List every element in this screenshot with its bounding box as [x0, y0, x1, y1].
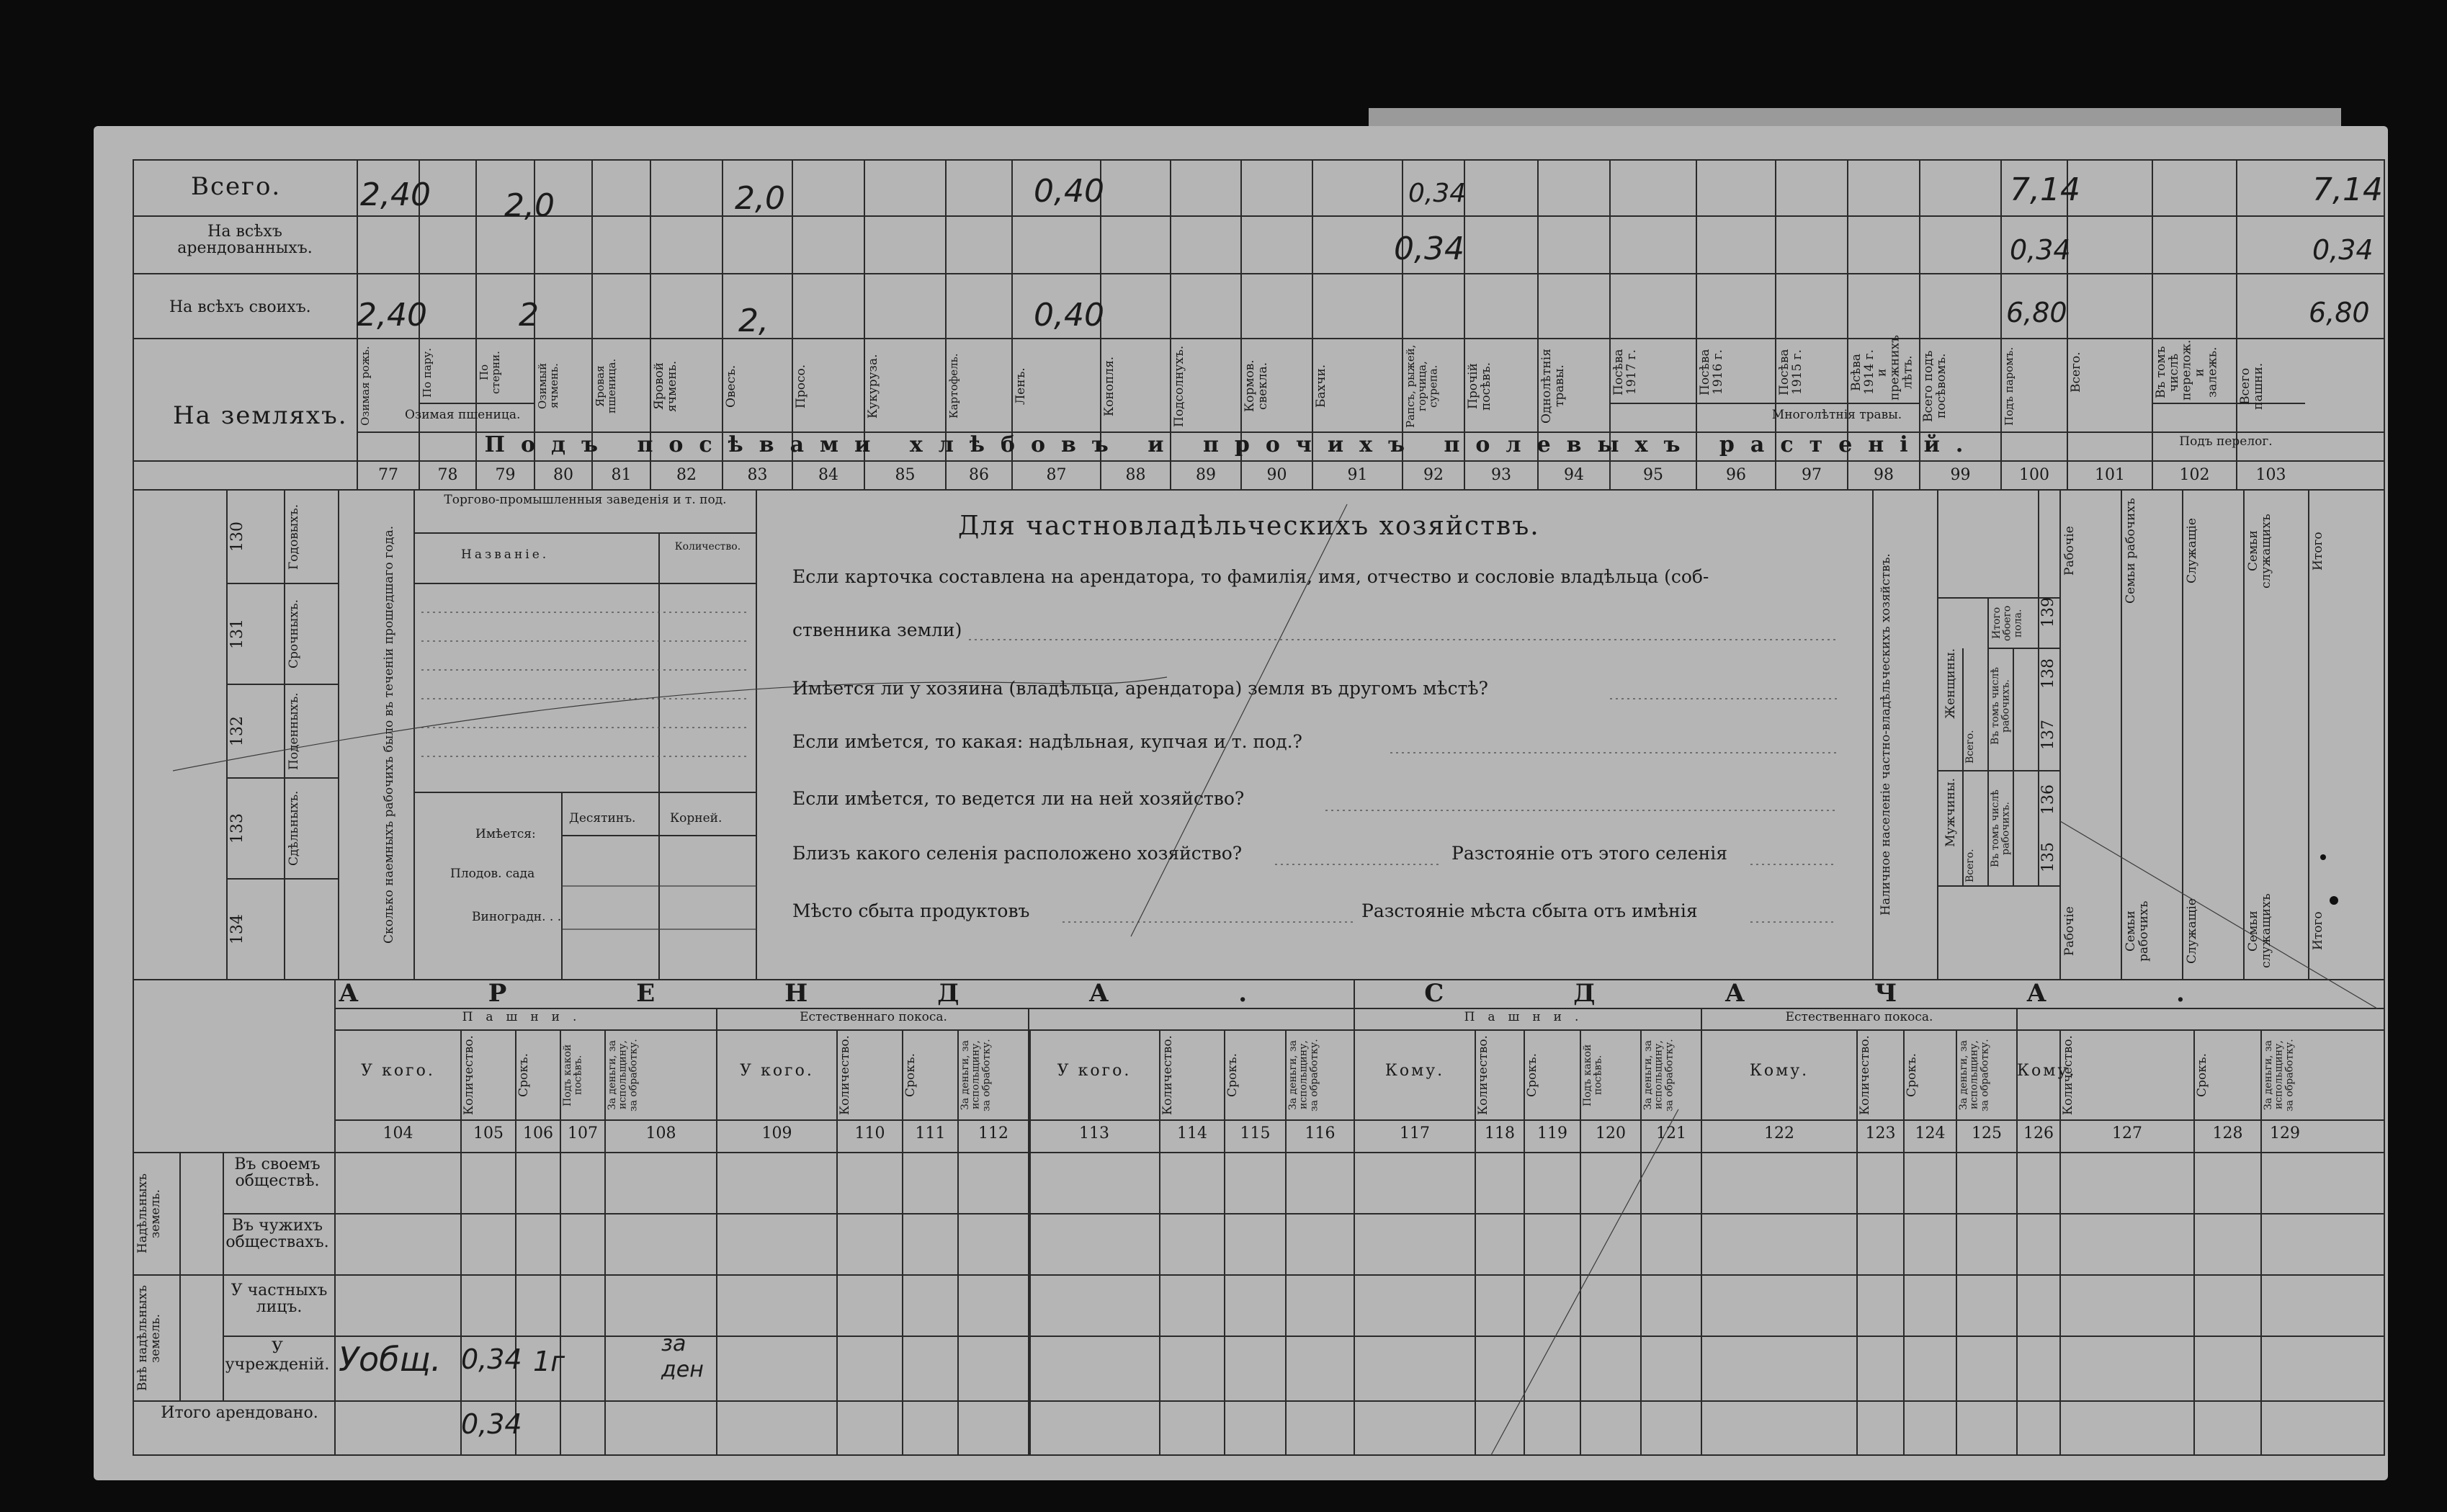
bottom-header-106: Срокъ. [516, 1053, 531, 1097]
crop-header-16: Рапсъ, рыжей, горчица, сурепа. [1404, 344, 1440, 428]
staff-col-bottom-2: Семьи рабочихъ [2124, 900, 2151, 962]
col-number-97: 97 [1802, 466, 1822, 484]
question-2: Имѣется ли у хозяина (владѣльца, арендатора) земля въ другомъ мѣстѣ? [792, 678, 1488, 699]
bottom-col-number-121: 121 [1656, 1124, 1686, 1142]
bottom-header-112: За деньги, за испольщину, за обработку. [959, 1039, 993, 1111]
hw-total-rented: 0,34 [461, 1408, 522, 1440]
bottom-col-number-118: 118 [1485, 1124, 1515, 1142]
bottom-header-104: У кого. [361, 1062, 435, 1080]
question-5b: Разстоянiе отъ этого селенiя [1451, 843, 1728, 864]
col-number-99: 99 [1950, 466, 1971, 484]
hw-own-par: 2 [519, 297, 539, 334]
staff-col-top-1: Рабочiе [2062, 526, 2077, 576]
bottom-col-number-113: 113 [1079, 1124, 1109, 1142]
crop-header-15: Бахчи. [1314, 364, 1328, 408]
sown-band-title: Подъ посѣвами хлѣбовъ и прочихъ полевыхъ растенiй. [484, 432, 1979, 457]
bottom-col-number-120: 120 [1596, 1124, 1626, 1142]
vineyard-label: Виноградн. . . [472, 910, 562, 924]
crop-header-1: Озимая рожь. [359, 346, 372, 426]
hw-own-arable: 6,80 [2309, 297, 2370, 328]
crop-header-24: Подъ паромъ. [2003, 346, 2016, 426]
sdacha-pashni-head: Пашни. [1464, 1010, 1592, 1024]
col-number-94: 94 [1564, 466, 1584, 484]
col-number-95: 95 [1643, 466, 1663, 484]
nadel-lands-label: Надѣльныхъ земель. [135, 1173, 163, 1254]
women-header: Женщины. [1943, 648, 1958, 719]
hw-own-potato: 0,40 [1034, 297, 1104, 334]
private-farms-title: Для частновладѣльческихъ хозяйствъ. [958, 511, 1540, 541]
col-number-86: 86 [969, 466, 989, 484]
workers-col-number-133: 133 [228, 813, 246, 844]
row-label-total: Всего. [191, 172, 282, 201]
col-number-88: 88 [1125, 466, 1146, 484]
bottom-header-123: Количество. [1858, 1035, 1872, 1115]
crop-header-9: Кукуруза. [866, 354, 880, 419]
bottom-header-122: Кому. [1749, 1062, 1809, 1080]
hired-workers-question: Сколько наемныхъ рабочихъ было въ теченiи прошедшаго года. [382, 525, 396, 944]
pop-col-136: 136 [2039, 784, 2057, 815]
bottom-header-117: Кому. [1384, 1062, 1445, 1080]
col-number-101: 101 [2095, 466, 2125, 484]
bottom-col-number-129: 129 [2270, 1124, 2300, 1142]
question-6b: Разстоянiе мѣста сбыта отъ имѣнiя [1361, 900, 1698, 921]
crop-header-17: Прочiй посѣвъ. [1466, 362, 1493, 411]
bottom-header-121: За деньги, за испольщину, за обработку. [1642, 1039, 1676, 1111]
men-total-header: Всего. [1964, 849, 1976, 882]
crop-header-2: По пару. [421, 347, 434, 398]
row-institutions: У учрежденiй. [225, 1339, 330, 1374]
staff-col-top-2: Семьи рабочихъ [2124, 498, 2138, 604]
bottom-header-129: За деньги, за испольщину, за обработку. [2263, 1039, 2296, 1111]
col-number-82: 82 [676, 466, 697, 484]
hw-own-rye: 2,40 [357, 297, 427, 334]
hw-own-barley: 2, [738, 303, 769, 339]
staff-col-top-4: Семьи служащихъ [2246, 514, 2273, 589]
bottom-header-114: Количество. [1160, 1035, 1175, 1115]
desyatin-header: Десятинъ. [569, 811, 636, 826]
staff-col-bottom-4: Семьи служащихъ [2246, 893, 2273, 969]
arenda-title: АРЕНДА. [339, 979, 1377, 1008]
col-number-87: 87 [1046, 466, 1067, 484]
hw-own-sown: 6,80 [2006, 297, 2067, 328]
row-label-own: На всѣхъ своихъ. [169, 298, 311, 316]
workers-col-4: Сдѣльныхъ. [287, 790, 301, 867]
workers-col-number-134: 134 [228, 914, 246, 944]
bottom-header-107: Подъ какой посѣвъ. [562, 1044, 584, 1106]
hw-total-rye: 2,40 [360, 176, 431, 213]
col-number-79: 79 [495, 466, 516, 484]
crop-header-11: Ленъ. [1014, 367, 1028, 405]
crop-header-10: Картофель. [947, 353, 960, 419]
group-fallow: Подъ перелог. [2179, 434, 2273, 449]
workers-col-number-130: 130 [228, 522, 246, 552]
bottom-col-number-116: 116 [1305, 1124, 1336, 1142]
row-label-lands: На земляхъ. [173, 401, 348, 430]
bottom-col-number-106: 106 [523, 1124, 553, 1142]
bottom-col-number-126: 126 [2023, 1124, 2054, 1142]
hw-rented-bakhchi: 0,34 [1394, 231, 1464, 267]
sdacha-title: СДАЧА. [1424, 979, 2314, 1008]
bottom-col-number-115: 115 [1240, 1124, 1271, 1142]
bottom-header-109: У кого. [740, 1062, 814, 1080]
kornei-header: Корней. [670, 811, 723, 826]
staff-col-top-3: Служащiе [2185, 518, 2199, 584]
bottom-col-number-117: 117 [1400, 1124, 1430, 1142]
crop-header-13: Подсолнухъ. [1172, 345, 1186, 427]
bottom-header-108: За деньги, за испольщину, за обработку. [607, 1039, 640, 1111]
pop-col-138: 138 [2039, 658, 2057, 689]
crop-header-25: Всего. [2069, 352, 2083, 393]
crop-header-20: Посѣва 1916 г. [1698, 349, 1725, 396]
bottom-col-number-111: 111 [915, 1124, 946, 1142]
col-number-78: 78 [437, 466, 458, 484]
staff-col-bottom-3: Служащiе [2185, 898, 2199, 964]
row-other-communities: Въ чужихъ обществахъ. [225, 1217, 329, 1252]
sdacha-pokos-head: Естественнаго покоса. [1785, 1010, 1933, 1024]
staff-col-bottom-5: Итого [2311, 911, 2325, 951]
pop-col-139: 139 [2039, 597, 2057, 627]
col-number-83: 83 [747, 466, 768, 484]
bottom-col-number-110: 110 [854, 1124, 885, 1142]
bottom-col-number-112: 112 [978, 1124, 1008, 1142]
hw-total-sown: 7,14 [2010, 171, 2080, 208]
hw-total-bakhchi: 0,34 [1408, 179, 1467, 208]
col-number-96: 96 [1726, 466, 1746, 484]
group-perennial-grasses: Многолѣтнiя травы. [1771, 408, 1902, 422]
bottom-header-105: Количество. [462, 1035, 476, 1115]
orchard-label: Плодов. сада [450, 867, 535, 881]
crop-header-4: Озимый ячмень. [536, 362, 560, 410]
bottom-header-115: Срокъ. [1225, 1053, 1240, 1097]
hw-total-arable: 7,14 [2312, 171, 2383, 208]
pencil-stroke [1491, 1109, 1678, 1455]
crop-header-22: Всѣва 1914 г. и прежнихъ лѣтъ. [1849, 335, 1915, 401]
bottom-col-number-127: 127 [2112, 1124, 2142, 1142]
bottom-header-127: Количество. [2061, 1035, 2075, 1115]
bottom-header-125: За деньги, за испольщину, за обработку. [1958, 1039, 1991, 1111]
bottom-col-number-105: 105 [473, 1124, 504, 1142]
col-number-80: 80 [553, 466, 573, 484]
question-3: Если имѣется, то какая: надѣльная, купчая и т. под.? [792, 731, 1302, 752]
hw-total-barley: 2,0 [735, 180, 785, 217]
workers-col-2: Срочныхъ. [287, 599, 301, 669]
bottom-col-number-119: 119 [1537, 1124, 1567, 1142]
hw-rented-sown: 0,34 [2010, 234, 2071, 266]
hw-quantity: 0,34 [461, 1343, 522, 1375]
crop-header-14: Кормов. свекла. [1243, 359, 1270, 413]
bottom-header-110: Количество. [838, 1035, 852, 1115]
question-1a: Если карточка составлена на арендатора, то фамилiя, имя, отчество и сословiе владѣльца (соб- [792, 566, 1709, 587]
col-number-98: 98 [1874, 466, 1894, 484]
bottom-col-number-107: 107 [568, 1124, 598, 1142]
question-6a: Мѣсто сбыта продуктовъ [792, 900, 1030, 921]
row-private-persons: У частныхъ лицъ. [231, 1281, 328, 1317]
workers-col-1: Годовыхъ. [287, 504, 301, 570]
question-4: Если имѣется, то ведется ли на ней хозяйство? [792, 788, 1245, 809]
col-number-89: 89 [1196, 466, 1216, 484]
bottom-header-116: За деньги, за испольщину, за обработку. [1287, 1039, 1320, 1111]
women-total-header: Всего. [1964, 730, 1976, 764]
pop-col-137: 137 [2039, 720, 2057, 750]
crop-header-23: Всего подъ посѣвомъ. [1921, 350, 1949, 422]
col-number-100: 100 [2019, 466, 2049, 484]
workers-col-number-132: 132 [228, 716, 246, 746]
col-number-85: 85 [895, 466, 916, 484]
bottom-col-number-128: 128 [2212, 1124, 2243, 1142]
workers-col-number-131: 131 [228, 619, 246, 649]
question-5a: Близъ какого селенiя расположено хозяйство? [792, 843, 1243, 864]
group-winter-wheat: Озимая пшеница. [405, 408, 521, 422]
col-number-77: 77 [378, 466, 398, 484]
bottom-col-number-123: 123 [1865, 1124, 1896, 1142]
col-number-90: 90 [1266, 466, 1287, 484]
hw-term: 1г [533, 1346, 565, 1377]
row-total-rented: Итого арендовано. [161, 1404, 318, 1422]
men-header: Мужчины. [1943, 778, 1958, 847]
row-own-community: Въ своемъ обществѣ. [234, 1155, 321, 1191]
present-population-header: Наличное населенiе частно-владѣльческихъ хозяйствъ. [1879, 553, 1893, 916]
bottom-header-111: Срокъ. [903, 1053, 918, 1097]
crop-header-8: Просо. [794, 364, 808, 408]
bottom-col-number-125: 125 [1972, 1124, 2002, 1142]
col-number-103: 103 [2255, 466, 2286, 484]
col-number-84: 84 [818, 466, 838, 484]
bottom-col-number-124: 124 [1915, 1124, 1946, 1142]
workers-col-3: Поденныхъ. [287, 692, 301, 770]
crop-header-18: Однолѣтнiя травы. [1539, 349, 1567, 424]
bottom-header-126: Кому. [2017, 1062, 2077, 1080]
row-label-rented: На всѣхъ арендованныхъ. [177, 223, 313, 258]
hw-total-potato: 0,40 [1034, 173, 1104, 210]
bottom-header-128: Срокъ. [2195, 1053, 2209, 1097]
staff-col-top-5: Итого [2311, 532, 2325, 571]
bottom-header-119: Срокъ. [1525, 1053, 1539, 1097]
women-workers-header: Въ томъ числѣ рабочихъ. [1990, 667, 2012, 745]
trade-name-header: Названiе. [461, 547, 550, 562]
hw-rented-arable: 0,34 [2312, 234, 2374, 266]
pop-col-135: 135 [2039, 842, 2057, 872]
crop-header-5: Яровая пшеница. [594, 358, 618, 414]
bottom-col-number-114: 114 [1177, 1124, 1207, 1142]
trade-qty-header: Количество. [674, 541, 741, 553]
crop-header-7: Овесъ. [724, 364, 738, 408]
total-both-sexes: Итого обоего пола. [1991, 605, 2024, 641]
trade-title: Торгово-промышленныя заведенiя и т. под. [444, 493, 727, 507]
crop-header-26: Въ томъ числѣ перелож. и залежь. [2154, 339, 2220, 401]
men-workers-header: Въ томъ числѣ рабочихъ. [1990, 789, 2012, 867]
crop-header-21: Посѣва 1915 г. [1777, 349, 1804, 396]
has-label: Имѣется: [475, 827, 536, 841]
col-number-92: 92 [1423, 466, 1444, 484]
bottom-header-124: Срокъ. [1905, 1053, 1919, 1097]
hw-total-par: 2,0 [504, 187, 555, 224]
ink-dot [2320, 854, 2326, 860]
crop-header-6: Яровой ячмень. [652, 360, 679, 412]
col-number-81: 81 [611, 466, 632, 484]
bottom-col-number-108: 108 [645, 1124, 676, 1142]
col-number-93: 93 [1491, 466, 1511, 484]
crop-header-27: Всего пашни. [2238, 362, 2265, 410]
bottom-header-113: У кого. [1057, 1062, 1132, 1080]
arenda-pashni-head: Пашни. [462, 1010, 590, 1024]
bottom-col-number-122: 122 [1764, 1124, 1794, 1142]
crop-header-12: Конопля. [1102, 356, 1117, 416]
arenda-pokos-head: Естественнаго покоса. [800, 1010, 947, 1024]
crop-header-3: По стерни. [478, 351, 502, 394]
col-number-102: 102 [2179, 466, 2210, 484]
bottom-col-number-104: 104 [383, 1124, 413, 1142]
question-1b: ственника земли) [792, 619, 962, 640]
hw-payment: за ден [661, 1331, 704, 1382]
hw-from-whom: Уобщ. [339, 1340, 442, 1379]
bottom-header-118: Количество. [1476, 1035, 1490, 1115]
crop-header-19: Посѣва 1917 г. [1611, 349, 1639, 396]
bottom-header-120: Подъ какой посѣвъ. [1582, 1044, 1604, 1106]
staff-col-bottom-1: Рабочiе [2062, 906, 2077, 956]
col-number-91: 91 [1347, 466, 1368, 484]
bottom-col-number-109: 109 [761, 1124, 792, 1142]
non-nadel-lands-label: Внѣ надѣльныхъ земель. [135, 1285, 163, 1391]
